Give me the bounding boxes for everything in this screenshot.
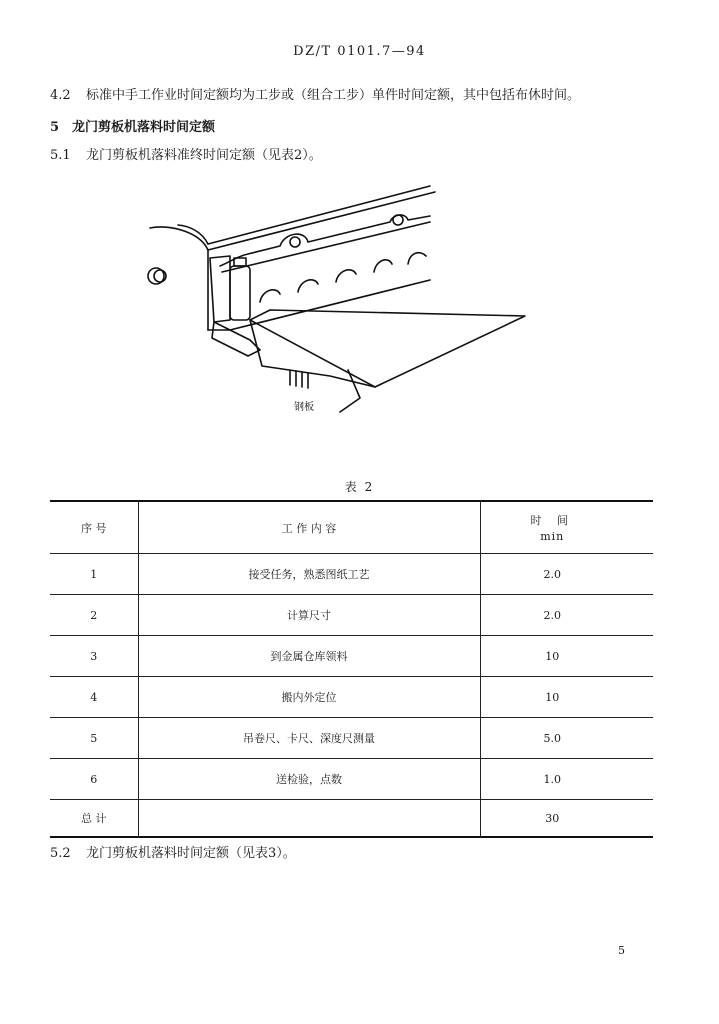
header-content: 工 作 内 容 <box>138 501 480 554</box>
table-row <box>50 718 653 759</box>
cell-seq: 1 <box>50 554 138 595</box>
total-empty-cell <box>138 800 480 838</box>
table-row <box>50 595 653 636</box>
bolt-hole-2 <box>393 215 403 225</box>
cylinder <box>230 266 250 320</box>
steel-plate <box>250 310 525 387</box>
paragraph-4-2 <box>50 84 580 103</box>
paragraph-text: 标准中手工作业时间定额均为工步或（组合工步）单件时间定额，其中包括布休时间。 <box>86 88 581 103</box>
document-header: DZ/T 0101.7—94 <box>293 44 426 59</box>
table-header-row <box>50 501 653 554</box>
blade-holder <box>220 215 430 266</box>
table-row <box>50 759 653 800</box>
cell-time: 2.0 <box>480 554 653 595</box>
blade-line <box>222 222 430 272</box>
time-quota-table <box>50 500 653 838</box>
page-number: 5 <box>618 944 625 957</box>
total-time: 30 <box>480 800 653 838</box>
header-seq: 序 号 <box>50 501 138 554</box>
leader-line <box>340 370 360 412</box>
cell-content: 接受任务，熟悉图纸工艺 <box>138 554 480 595</box>
cell-time: 1.0 <box>480 759 653 800</box>
paragraph-number: 5.1 <box>50 148 71 163</box>
gauge-plate <box>212 322 260 356</box>
hold-down-pads <box>260 253 426 302</box>
table-total-row <box>50 800 653 838</box>
paragraph-text: 龙门剪板机落料时间定额（见表3）。 <box>86 846 296 861</box>
section-number: 5 <box>50 120 60 135</box>
header-time-label: 时 间 <box>530 514 575 527</box>
bolt-hole-1 <box>290 237 300 247</box>
cell-seq: 2 <box>50 595 138 636</box>
cell-content: 吊卷尺、卡尺、深度尺测量 <box>138 718 480 759</box>
cell-seq: 3 <box>50 636 138 677</box>
cell-seq: 5 <box>50 718 138 759</box>
shearing-machine-figure <box>130 180 570 430</box>
header-time <box>480 501 653 554</box>
paragraph-text: 龙门剪板机落料准终时间定额（见表2）。 <box>86 148 322 163</box>
header-time-unit: min <box>540 530 565 543</box>
beam-top-edge-2 <box>208 192 435 250</box>
cell-seq: 4 <box>50 677 138 718</box>
table-row <box>50 677 653 718</box>
table-caption: 表 2 <box>344 480 375 494</box>
cell-time: 2.0 <box>480 595 653 636</box>
table-edge <box>208 280 430 330</box>
table-row <box>50 636 653 677</box>
cell-seq: 6 <box>50 759 138 800</box>
cell-time: 10 <box>480 677 653 718</box>
table-row <box>50 554 653 595</box>
frame-side-outline <box>150 227 208 330</box>
section-5-heading <box>50 116 215 135</box>
cell-content: 搬内外定位 <box>138 677 480 718</box>
paragraph-5-2 <box>50 842 296 861</box>
paragraph-number: 4.2 <box>50 88 71 103</box>
cell-time: 5.0 <box>480 718 653 759</box>
section-title: 龙门剪板机落料时间定额 <box>72 120 216 135</box>
paragraph-5-1 <box>50 144 322 163</box>
cell-content: 计算尺寸 <box>138 595 480 636</box>
steel-plate-label: 钢板 <box>294 402 314 413</box>
total-label: 总 计 <box>50 800 138 838</box>
cell-content: 送检验，点数 <box>138 759 480 800</box>
cell-time: 10 <box>480 636 653 677</box>
paragraph-number: 5.2 <box>50 846 71 861</box>
cell-content: 到金属仓库领料 <box>138 636 480 677</box>
